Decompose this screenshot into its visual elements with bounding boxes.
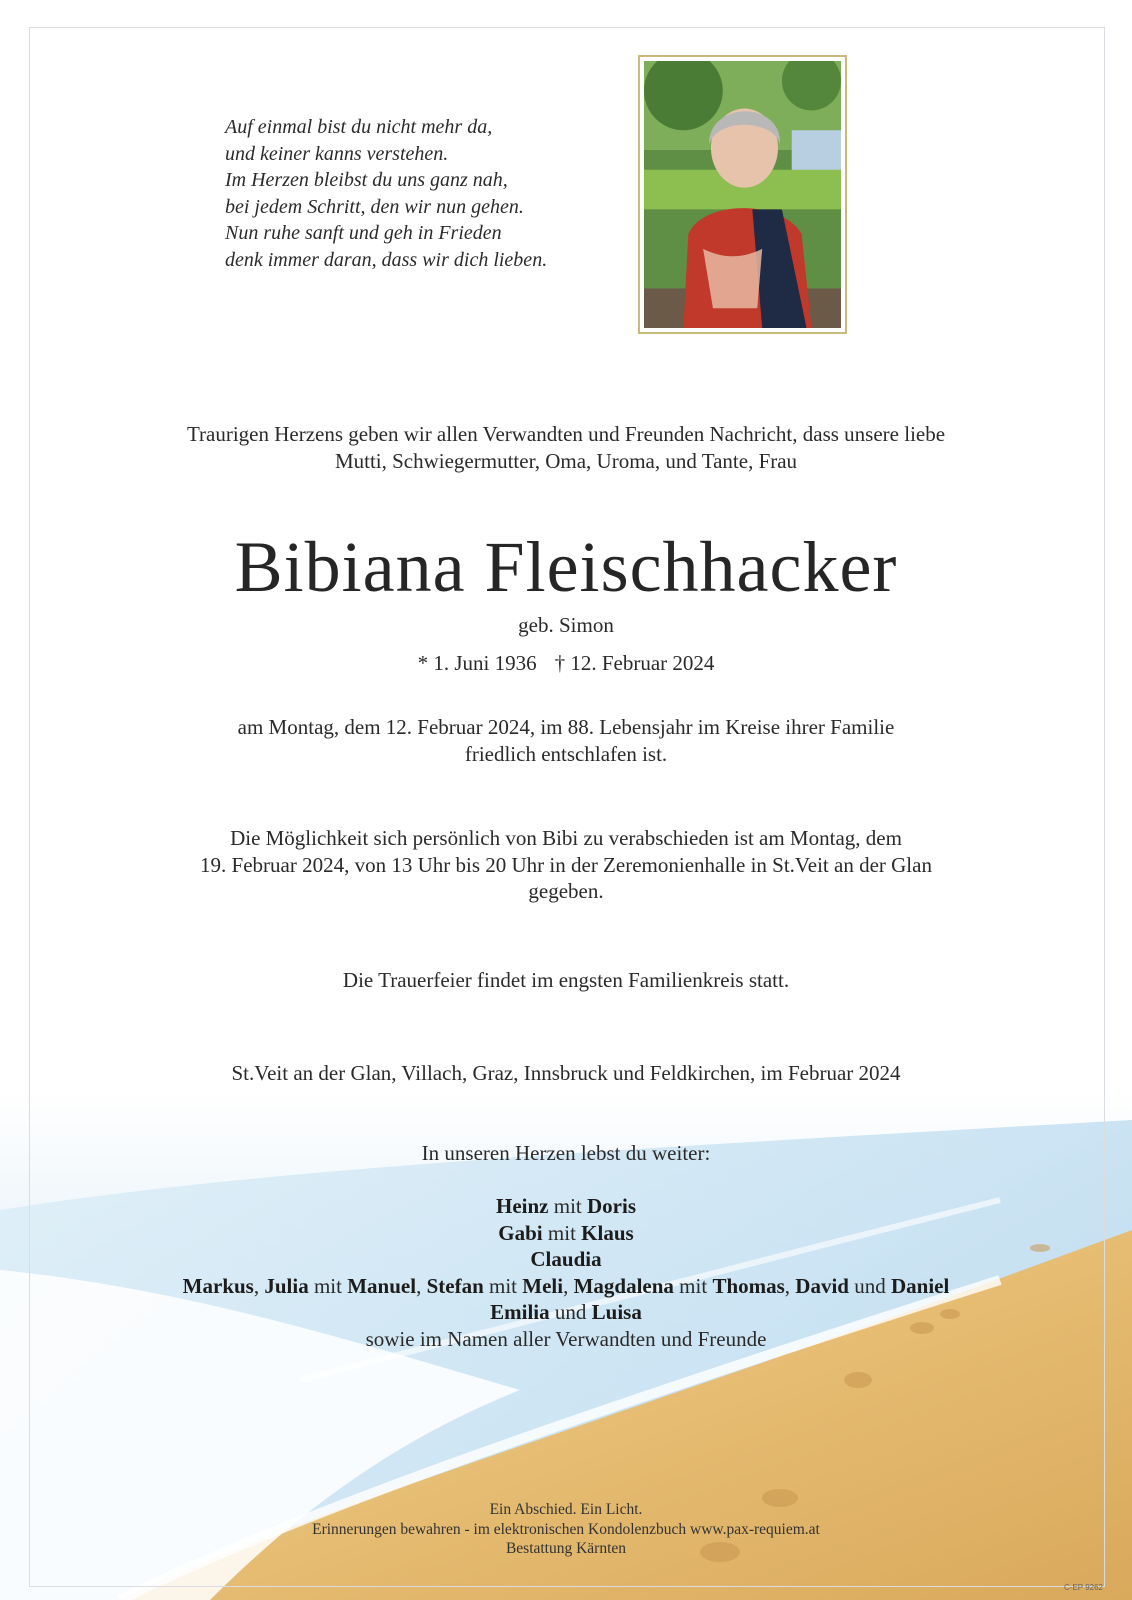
intro-line: Mutti, Schwiegermutter, Oma, Uroma, und Tante, Frau xyxy=(334,448,798,473)
mourner-name: Markus xyxy=(182,1273,254,1298)
passing-line: am Montag, dem 12. Februar 2024, im 88. Lebensjahr im Kreise ihrer Familie xyxy=(237,715,895,739)
footer-condolence-link: Erinnerungen bewahren - im elektronischen Kondolenzbuch www.pax-requiem.at xyxy=(312,1520,820,1538)
mourners-line xyxy=(60,1299,1072,1326)
connector-text: , xyxy=(563,1273,574,1298)
farewell-text xyxy=(60,825,1072,905)
footer xyxy=(60,1500,1072,1559)
connector-text: und xyxy=(848,1273,891,1298)
poem-line: Im Herzen bleibst du uns ganz nah, xyxy=(225,169,508,191)
mourners-line xyxy=(60,1273,1072,1300)
birth-name: geb. Simon xyxy=(518,613,614,637)
connector-text: , xyxy=(253,1273,265,1298)
passing-line: friedlich entschlafen ist. xyxy=(464,741,668,766)
connector-text: mit xyxy=(308,1273,348,1298)
mourner-name: Luisa xyxy=(591,1300,642,1324)
deceased-name: Bibiana Fleischhacker xyxy=(234,527,898,607)
mourner-name: Stefan xyxy=(426,1273,484,1298)
connector-text: und xyxy=(549,1300,592,1324)
connector-text: , xyxy=(784,1273,796,1298)
poem-line: und keiner kanns verstehen. xyxy=(225,142,449,165)
mourners-line xyxy=(60,1193,1072,1220)
poem xyxy=(225,114,625,273)
intro-text xyxy=(60,421,1072,474)
mourners-heading: In unseren Herzen lebst du weiter: xyxy=(421,1141,711,1165)
mourners-line xyxy=(60,1246,1072,1273)
death-date: † 12. Februar 2024 xyxy=(554,651,715,675)
footer-funeral-home: Bestattung Kärnten xyxy=(505,1540,627,1557)
places-date: St.Veit an der Glan, Villach, Graz, Innsbruck und Feldkirchen, im Februar 2024 xyxy=(231,1061,901,1085)
connector-text: mit xyxy=(673,1273,713,1298)
document-code: C-EP 9262 xyxy=(1064,1583,1103,1592)
connector-text: , xyxy=(416,1273,427,1298)
poem-line: denk immer daran, dass wir dich lieben. xyxy=(225,248,548,271)
mourners-list xyxy=(60,1193,1072,1352)
farewell-line: Die Möglichkeit sich persönlich von Bibi zu verabschieden ist am Montag, dem xyxy=(230,826,902,850)
farewell-line: gegeben. xyxy=(528,879,604,903)
mourner-name: Klaus xyxy=(581,1220,634,1245)
passing-text xyxy=(60,714,1072,767)
mourner-name: Manuel xyxy=(347,1273,417,1298)
mourner-name: Emilia xyxy=(490,1300,550,1324)
mourner-name: Claudia xyxy=(530,1247,602,1271)
footer-slogan: Ein Abschied. Ein Licht. xyxy=(489,1501,643,1518)
poem-line: Auf einmal bist du nicht mehr da, xyxy=(225,116,493,138)
connector-text: mit xyxy=(548,1194,587,1218)
poem-line: Nun ruhe sanft und geh in Frieden xyxy=(225,222,502,244)
mourner-name: Heinz xyxy=(495,1194,549,1218)
mourner-name: Magdalena xyxy=(573,1273,674,1298)
birth-date: * 1. Juni 1936 xyxy=(417,651,537,675)
poem-line: bei jedem Schritt, den wir nun gehen. xyxy=(225,195,524,218)
life-dates xyxy=(60,650,1072,677)
mourners-line xyxy=(60,1220,1072,1247)
portrait-image xyxy=(644,61,841,328)
connector-text: mit xyxy=(483,1273,523,1298)
mourner-name: Daniel xyxy=(890,1273,950,1298)
mourner-name: Meli xyxy=(522,1273,564,1298)
ceremony-text: Die Trauerfeier findet im engsten Familienkreis statt. xyxy=(342,968,790,992)
mourner-name: Doris xyxy=(587,1194,636,1218)
mourner-name: Gabi xyxy=(498,1220,543,1245)
mourner-name: Julia xyxy=(264,1273,309,1298)
mourner-name: Thomas xyxy=(712,1273,785,1298)
mourners-line: sowie im Namen aller Verwandten und Freunde xyxy=(365,1326,767,1351)
mourner-name: David xyxy=(795,1273,849,1298)
farewell-line: 19. Februar 2024, von 13 Uhr bis 20 Uhr in der Zeremonienhalle in St.Veit an der Glan xyxy=(200,852,932,877)
intro-line: Traurigen Herzens geben wir allen Verwandten und Freunden Nachricht, dass unsere liebe xyxy=(186,422,946,446)
portrait-photo xyxy=(638,55,847,334)
connector-text: mit xyxy=(542,1220,582,1245)
